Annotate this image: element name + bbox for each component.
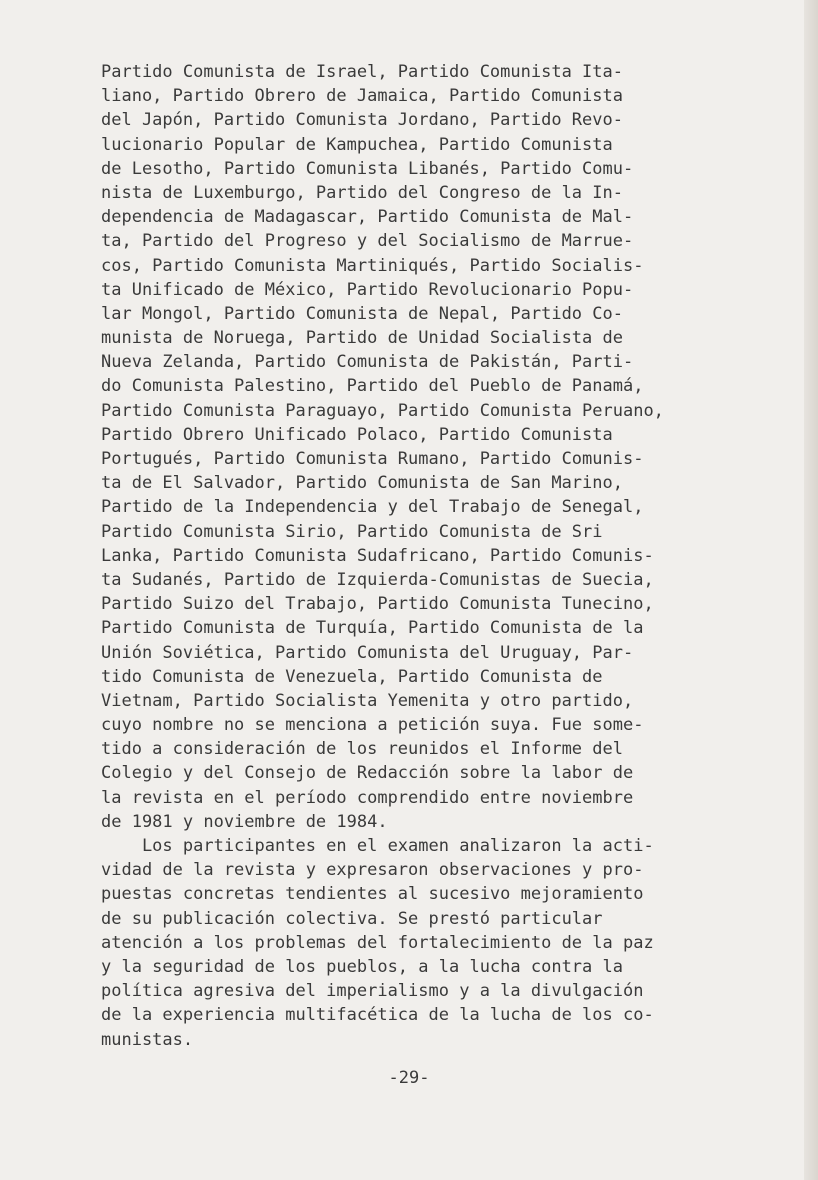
text-line: puestas concretas tendientes al sucesivo mejoramiento — [101, 884, 644, 905]
body-text — [101, 60, 791, 1052]
text-line: Partido Comunista de Israel, Partido Comunista Ita- — [101, 62, 623, 82]
page-edge-shadow — [804, 0, 818, 1180]
text-line: lar Mongol, Partido Comunista de Nepal, Partido Co- — [101, 303, 623, 324]
text-line: Los participantes en el examen analizaron la acti- — [101, 836, 654, 856]
text-line: Portugués, Partido Comunista Rumano, Partido Comunis- — [101, 449, 644, 469]
text-line: Partido Comunista de Turquía, Partido Comunista de la — [101, 618, 644, 639]
text-line: dependencia de Madagascar, Partido Comunista de Mal- — [101, 207, 634, 228]
text-line: de Lesotho, Partido Comunista Libanés, Partido Comu- — [101, 158, 634, 179]
text-line: Colegio y del Consejo de Redacción sobre la labor de — [101, 763, 634, 784]
text-line: Unión Soviética, Partido Comunista del Uruguay, Par- — [101, 642, 634, 663]
text-line: ta, Partido del Progreso y del Socialismo de Marrue- — [101, 231, 634, 252]
text-line: Partido Comunista Sirio, Partido Comunista de Sri — [101, 521, 603, 542]
text-line: Partido Suizo del Trabajo, Partido Comunista Tunecino, — [101, 594, 654, 615]
text-line: Lanka, Partido Comunista Sudafricano, Partido Comunis- — [101, 545, 654, 566]
text-line: política agresiva del imperialismo y a la divulgación — [101, 981, 644, 1002]
text-line: cuyo nombre no se menciona a petición suya. Fue some- — [101, 715, 644, 736]
text-line: Vietnam, Partido Socialista Yemenita y otro partido, — [101, 690, 634, 711]
text-line: Partido de la Independencia y del Trabajo de Senegal, — [101, 497, 644, 518]
page-number: -29- — [388, 1068, 430, 1088]
text-line: tido Comunista de Venezuela, Partido Comunista de — [101, 666, 603, 687]
text-line: ta Sudanés, Partido de Izquierda-Comunistas de Suecia, — [101, 569, 654, 590]
text-line: de su publicación colectiva. Se prestó particular — [101, 908, 603, 929]
text-line: Partido Comunista Paraguayo, Partido Comunista Peruano, — [101, 400, 664, 421]
text-line: munistas. — [101, 1029, 194, 1050]
text-line: la revista en el período comprendido entre noviembre — [101, 787, 634, 808]
text-line: tido a consideración de los reunidos el Informe del — [101, 739, 623, 760]
text-line: y la seguridad de los pueblos, a la lucha contra la — [101, 956, 623, 977]
text-line: nista de Luxemburgo, Partido del Congreso de la In- — [101, 182, 623, 203]
text-line: de 1981 y noviembre de 1984. — [101, 811, 388, 832]
text-line: Partido Obrero Unificado Polaco, Partido Comunista — [101, 424, 613, 445]
text-line: munista de Noruega, Partido de Unidad Socialista de — [101, 328, 623, 349]
text-line: do Comunista Palestino, Partido del Pueblo de Panamá, — [101, 376, 644, 397]
text-line: ta Unificado de México, Partido Revolucionario Popu- — [101, 279, 634, 300]
text-line: lucionario Popular de Kampuchea, Partido Comunista — [101, 134, 613, 155]
text-line: cos, Partido Comunista Martiniqués, Partido Socialis- — [101, 255, 644, 276]
text-line: vidad de la revista y expresaron observaciones y pro- — [101, 860, 644, 881]
text-line: ta de El Salvador, Partido Comunista de San Marino, — [101, 473, 623, 494]
text-line: atención a los problemas del fortalecimiento de la paz — [101, 932, 654, 953]
text-line: liano, Partido Obrero de Jamaica, Partido Comunista — [101, 86, 623, 107]
text-line: del Japón, Partido Comunista Jordano, Partido Revo- — [101, 110, 623, 131]
text-line: de la experiencia multifacética de la lucha de los co- — [101, 1005, 654, 1026]
text-line: Nueva Zelanda, Partido Comunista de Pakistán, Parti- — [101, 352, 634, 373]
